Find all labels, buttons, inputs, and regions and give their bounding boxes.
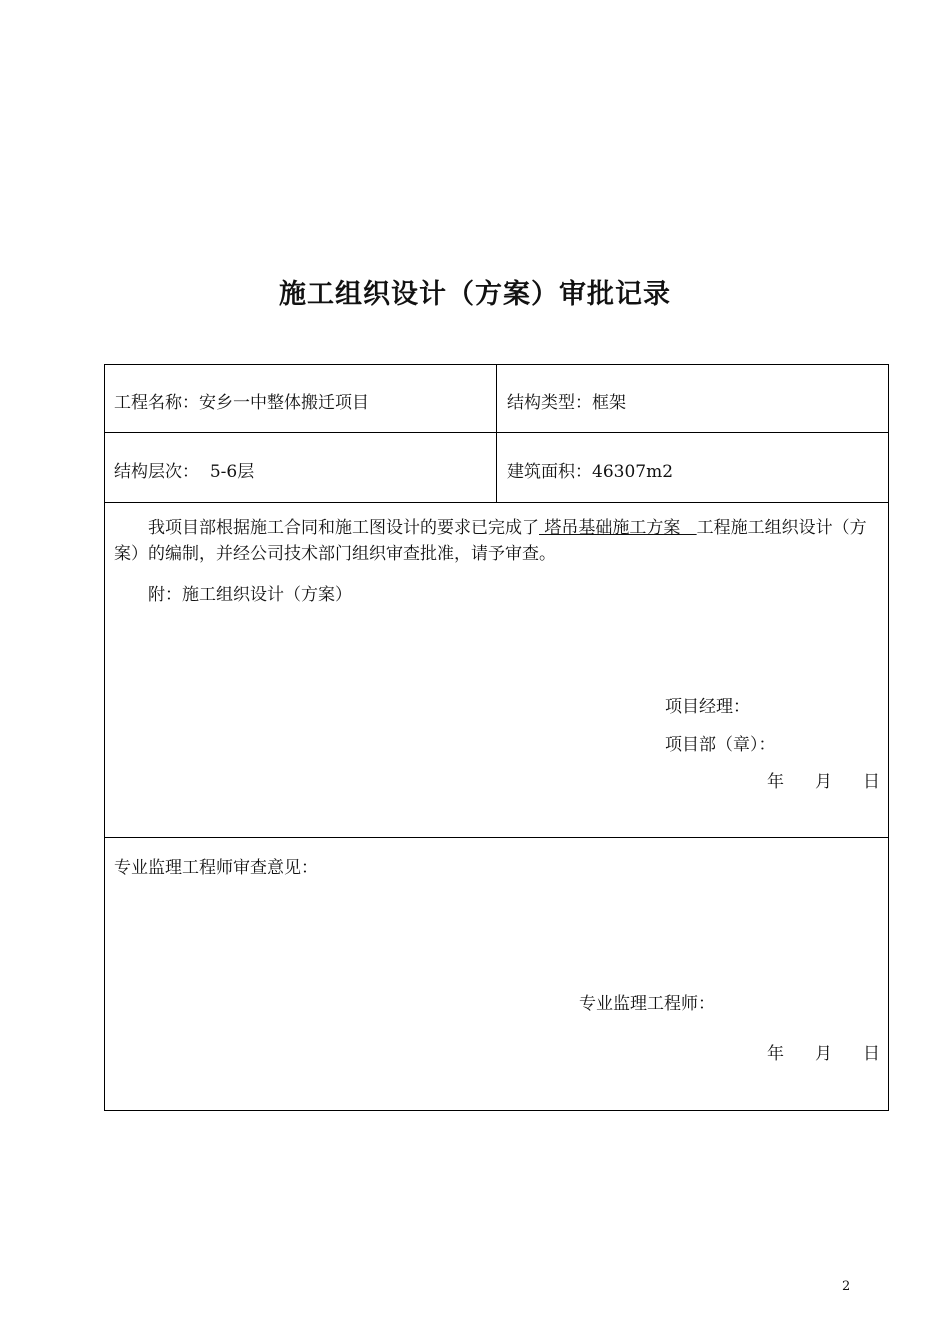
plan-name: 塔吊基础施工方案: [539, 518, 697, 538]
statement-text-after: 工程施工组织设计（方案）的编制，并经公司技术部门组织审查批准，请予审查。: [114, 518, 867, 564]
floors-label: 结构层次：: [114, 462, 199, 482]
date-month: 月: [815, 1044, 832, 1064]
date-day: 日: [863, 1044, 880, 1064]
submission-statement: [114, 515, 884, 567]
page-number: 2: [842, 1279, 851, 1294]
date-year: 年: [767, 1044, 784, 1064]
statement-text-before: 我项目部根据施工合同和施工图设计的要求已完成了: [148, 518, 539, 538]
date-line: [767, 1039, 880, 1064]
approval-table: [104, 364, 889, 1111]
supervisor-review-heading: 专业监理工程师审查意见：: [114, 858, 318, 878]
structure-floors-cell: [114, 457, 254, 482]
table-column-divider: [496, 365, 497, 502]
date-year: 年: [767, 772, 784, 792]
date-line: [767, 767, 880, 792]
attachment-note: 附：施工组织设计（方案）: [148, 585, 352, 605]
date-month: 月: [815, 772, 832, 792]
table-divider: [105, 502, 888, 503]
floors-value: 5-6层: [209, 462, 255, 482]
structure-type-cell: 结构类型：框架: [507, 393, 626, 413]
project-dept-seal-label: 项目部（章）：: [665, 735, 776, 755]
project-name-cell: 工程名称：安乡一中整体搬迁项目: [114, 393, 369, 413]
date-day: 日: [863, 772, 880, 792]
table-divider: [105, 837, 888, 838]
supervising-engineer-label: 专业监理工程师：: [579, 994, 715, 1014]
project-manager-label: 项目经理：: [665, 697, 750, 717]
building-area-cell: 建筑面积：46307m2: [507, 462, 674, 482]
page-title: 施工组织设计（方案）审批记录: [279, 279, 671, 310]
